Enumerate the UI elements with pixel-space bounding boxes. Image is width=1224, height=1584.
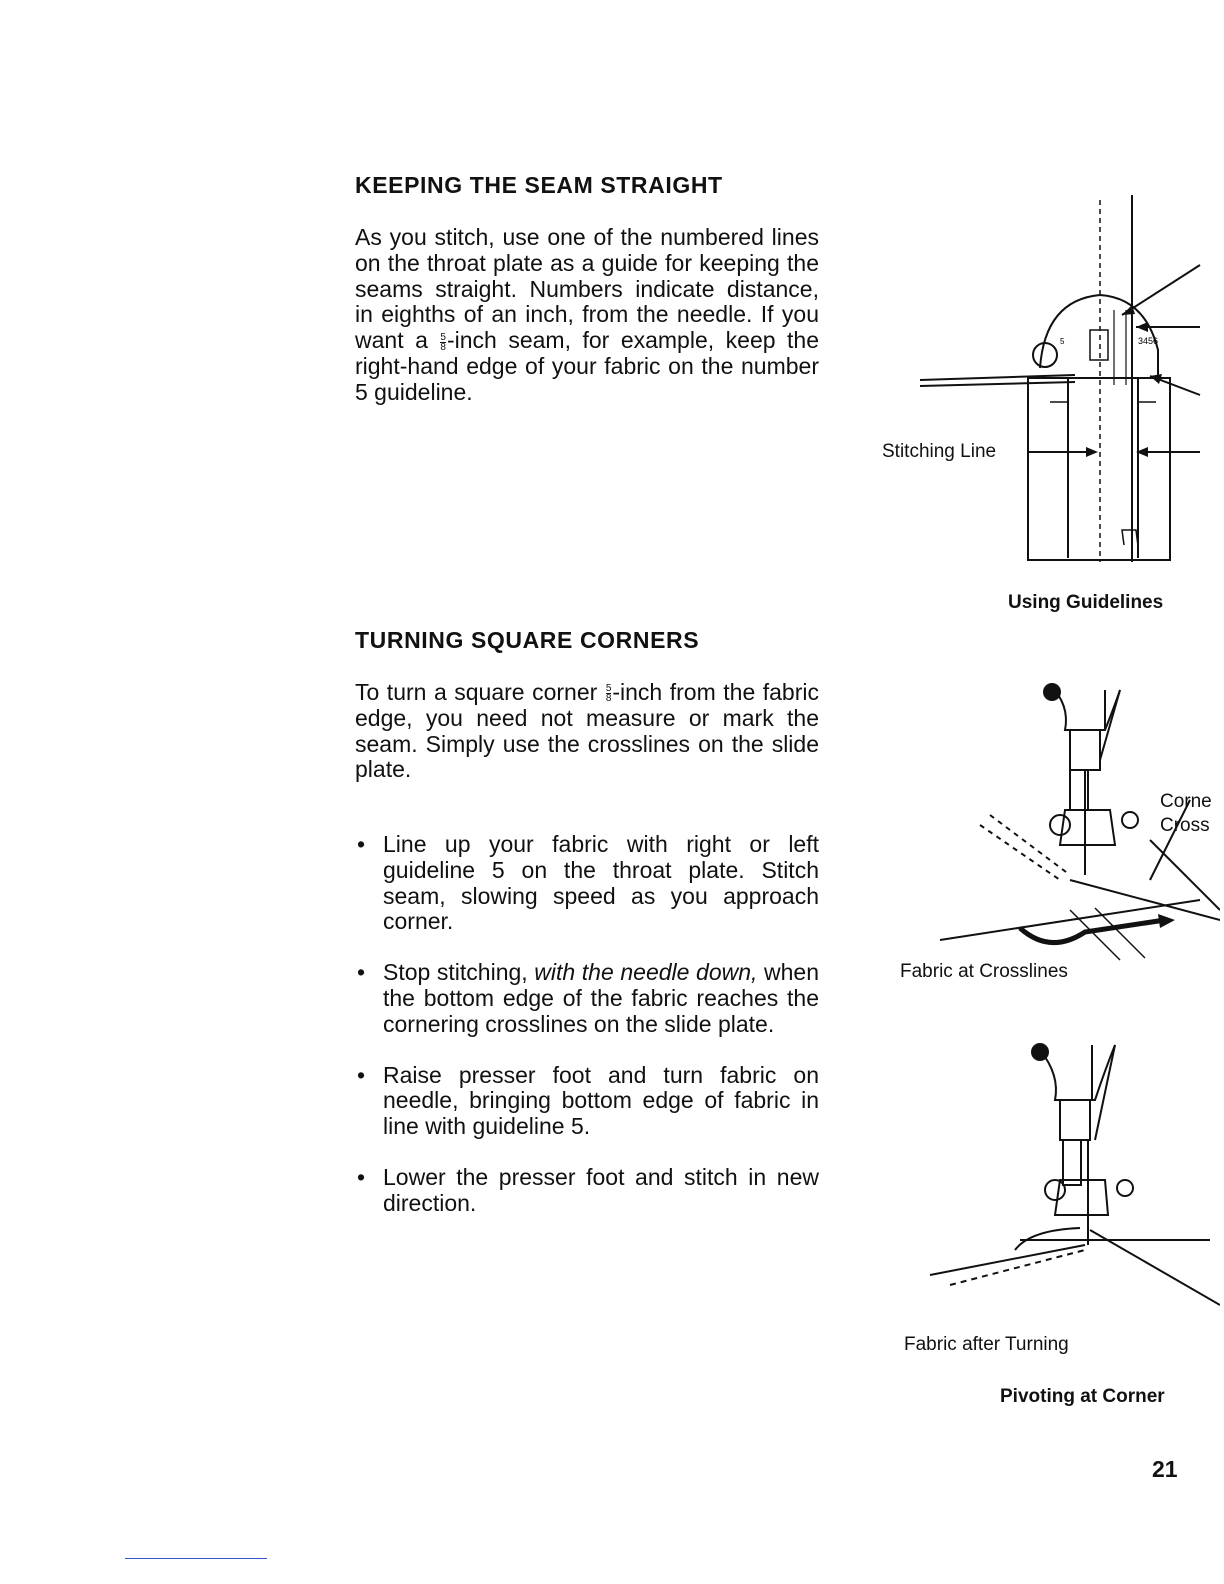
fraction-five-eighths: $\frac{5}{8}$ (605, 683, 612, 705)
using-guidelines-caption: Using Guidelines (1008, 592, 1164, 613)
cornering-side-label-2: Cross (1160, 815, 1210, 836)
paragraph-text-end: -inch seam, for example, keep the right-hand edge of your fabric on the number 5 guideline. (355, 327, 820, 405)
footer-rule (125, 1558, 267, 1559)
presser-foot (1060, 810, 1115, 845)
plate-numbers: 3456 (1138, 336, 1159, 346)
cornering-steps-list (355, 832, 819, 1217)
list-item: • Raise presser foot and turn fabric on needle, bringing bottom edge of fabric in line with guideline 5. (355, 1063, 819, 1140)
machine-arm (1040, 1045, 1115, 1100)
paragraph-text-start: As you stitch, use one of the numbered lines on the throat plate as a guide for keeping the seams straight. Numbers indicate distance, in eighths of an inch, from the needle. If you want a (355, 224, 819, 354)
needle-bar (1060, 1100, 1090, 1140)
throat-plate-diagram (900, 190, 1210, 580)
list-item: • Lower the presser foot and stitch in new direction. (355, 1165, 819, 1217)
square-corners-paragraph (355, 680, 819, 783)
fabric-edge (1090, 1230, 1220, 1305)
pointer-arrow-1 (1122, 265, 1200, 315)
list-item: • Line up your fabric with right or left guideline 5 on the throat plate. Stitch seam, slowing speed as you approach corner. (355, 832, 819, 935)
fraction-five-eighths: $\frac{5}{8}$ (440, 331, 446, 353)
cornering-side-label-1: Corne (1160, 791, 1212, 812)
bobbin-cover-circle (1033, 343, 1057, 367)
stitching-line-label: Stitching Line (882, 441, 997, 462)
section-heading-seam-straight: KEEPING THE SEAM STRAIGHT (355, 172, 723, 198)
paragraph-text-end: -inch from the fabric edge, you need not measure or mark the seam. Simply use the crosslines on the slide plate. (355, 679, 819, 783)
seam-straight-paragraph (355, 225, 819, 406)
seam-dashed-line (990, 815, 1070, 875)
pivoting-at-corner-caption: Pivoting at Corner (1000, 1386, 1165, 1407)
fabric-after-turning-illustration (920, 1030, 1220, 1320)
fabric-at-crosslines-label: Fabric at Crosslines (900, 961, 1068, 982)
fabric-after-turning-label: Fabric after Turning (904, 1334, 1069, 1355)
slide-plate-outline (1028, 378, 1170, 560)
plate-number-left: 5 (1060, 337, 1065, 346)
page-number: 21 (1152, 1456, 1178, 1482)
list-item: • Stop stitching, with the needle down, when the bottom edge of the fabric reaches the cornering crosslines on the slide plate. (355, 960, 819, 1037)
needle-bar (1070, 730, 1100, 770)
section-heading-square-corners: TURNING SQUARE CORNERS (355, 627, 700, 653)
paragraph-text-start: To turn a square corner (355, 679, 605, 705)
